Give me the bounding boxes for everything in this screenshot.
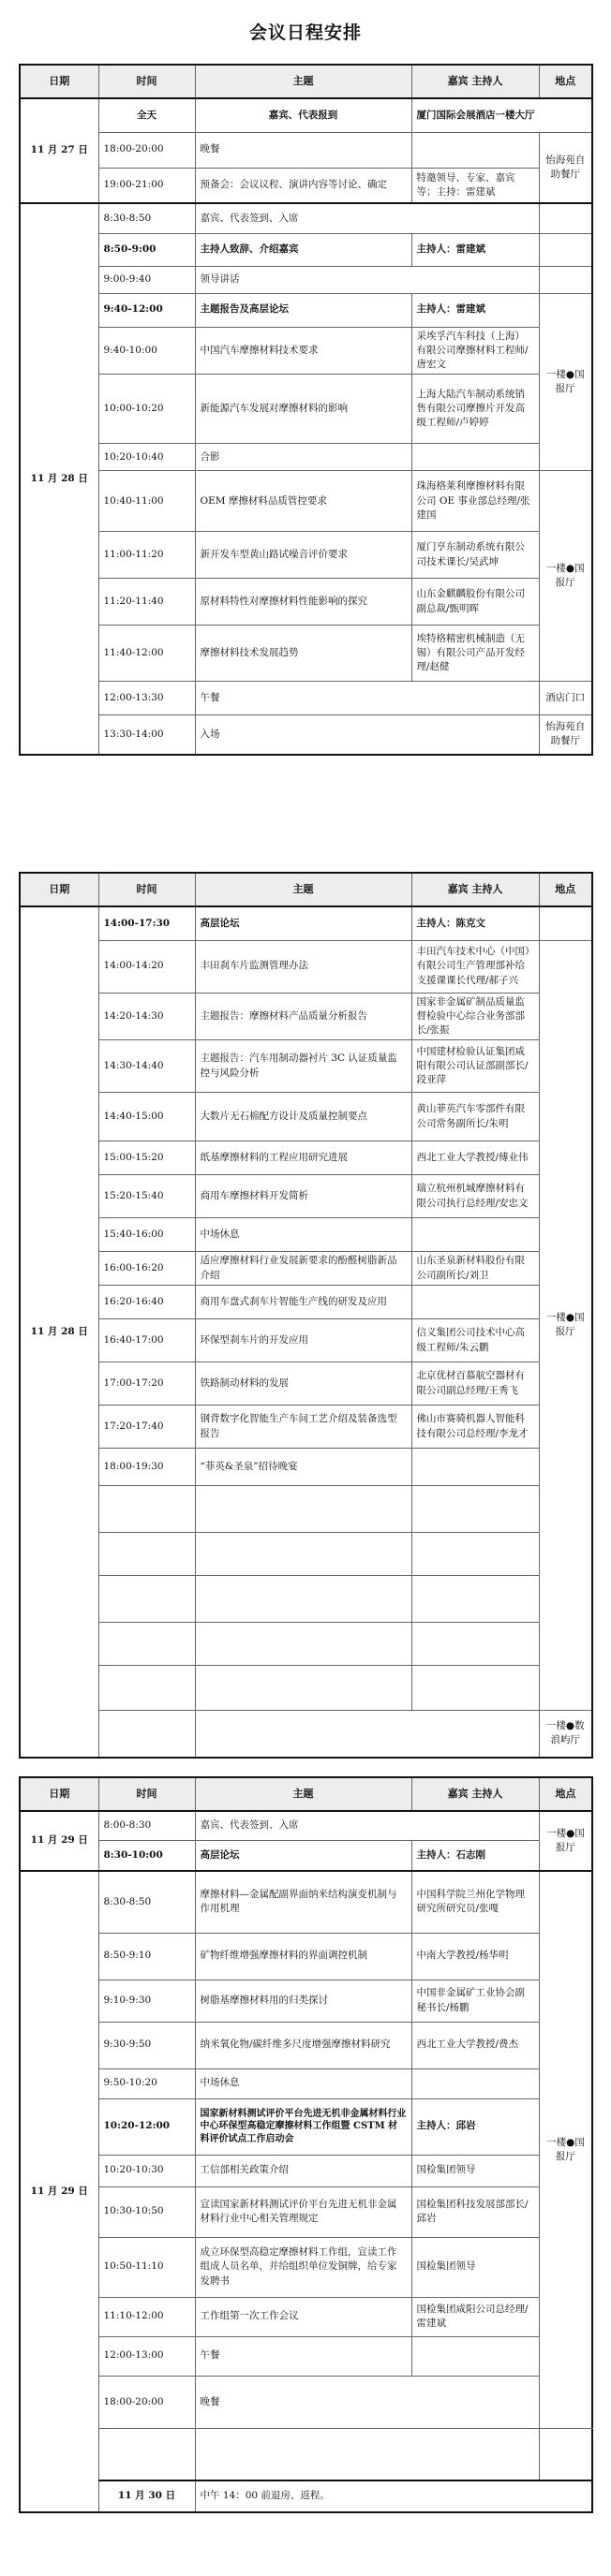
guest-cell <box>411 132 539 168</box>
page-title: 会议日程安排 <box>248 22 362 43</box>
guest-cell: 主持人：雷建斌 <box>411 233 539 266</box>
date-cell: 11 月 30 日 <box>98 2480 195 2512</box>
topic-cell: 原材料特性对摩擦材料性能影响的探究 <box>195 579 411 626</box>
schedule-table-1 <box>19 64 593 756</box>
location-cell: 酒店门口 <box>539 682 592 715</box>
topic-cell: 主题报告：汽车用制动器衬片 3C 认证质量监控与风险分析 <box>195 1040 411 1093</box>
time-cell: 19:00-21:00 <box>98 168 195 203</box>
time-cell: 9:40-12:00 <box>98 293 195 327</box>
location-cell: 一楼●国报厅 <box>539 471 592 682</box>
table-row <box>20 2480 592 2512</box>
location-cell <box>539 203 592 233</box>
topic-cell: 入场 <box>195 715 539 755</box>
time-cell: 14:00-17:30 <box>98 906 195 940</box>
topic-cell: 纳米氧化物/碳纤维多尺度增强摩擦材料研究 <box>195 2022 411 2068</box>
location-cell: 厦门国际会展酒店一楼大厅 <box>411 98 592 132</box>
guest-cell: 采埃孚汽车科技（上海）有限公司摩擦材料工程师/唐宏文 <box>411 327 539 375</box>
guest-cell: 信义集团公司技术中心高级工程师/朱云鹏 <box>411 1319 539 1362</box>
guest-cell: 中国建材检验认证集团咸阳有限公司认证部副部长/段亚萍 <box>411 1040 539 1093</box>
guest-cell: 主持人：雷建斌 <box>411 293 539 327</box>
table-row <box>20 906 592 940</box>
time-cell: 16:40-17:00 <box>98 1319 195 1362</box>
topic-cell: 中场休息 <box>195 2068 411 2098</box>
time-cell: 17:20-17:40 <box>98 1406 195 1449</box>
topic-cell: 午餐 <box>195 682 539 715</box>
topic-cell <box>195 1711 539 1758</box>
table-row <box>20 532 592 579</box>
table-row <box>20 293 592 327</box>
table-row <box>20 2297 592 2336</box>
time-cell <box>98 2429 195 2480</box>
guest-cell <box>411 444 539 471</box>
topic-cell: 高层论坛 <box>195 906 411 940</box>
guest-cell: 主持人：石志刚 <box>411 1840 539 1871</box>
time-cell: 18:00-19:30 <box>98 1449 195 1486</box>
time-cell: 11:40-12:00 <box>98 626 195 682</box>
guest-cell: 山东圣泉新材料股份有限公司副所长/刘卫 <box>411 1252 539 1286</box>
guest-cell: 国检集团咸阳公司总经理/雷建斌 <box>411 2297 539 2336</box>
header-location: 地点 <box>539 65 592 98</box>
topic-cell: 丰田刹车片监测管理办法 <box>195 940 411 993</box>
guest-cell <box>411 1576 539 1623</box>
table-row <box>20 132 592 168</box>
time-cell: 18:00-20:00 <box>98 132 195 168</box>
table-row <box>20 1811 592 1840</box>
topic-cell <box>195 1666 411 1711</box>
guest-cell: 埃特格精密机械制造（无锡）有限公司产品开发经理/赵健 <box>411 626 539 682</box>
date-cell: 11 月 28 日 <box>20 203 98 755</box>
time-cell: 10:40-11:00 <box>98 471 195 532</box>
time-cell: 13:30-14:00 <box>98 715 195 755</box>
guest-cell: 珠海格莱利摩擦材料有限公司 OE 事业部总经理/张建国 <box>411 471 539 532</box>
table-row <box>20 715 592 755</box>
table-row <box>20 375 592 444</box>
date-cell: 11 月 29 日 <box>20 1811 98 1871</box>
guest-cell: 佛山市赛骑机器人智能科技有限公司总经理/李龙才 <box>411 1406 539 1449</box>
topic-cell: 合影 <box>195 444 411 471</box>
topic-cell: 主题报告：摩擦材料产品质量分析报告 <box>195 993 411 1040</box>
time-cell <box>98 1666 195 1711</box>
table-row <box>20 993 592 1040</box>
topic-cell: 成立环保型高稳定摩擦材料工作组，宣读工作组成人员名单，并给组织单位发铜牌，给专家发聘书 <box>195 2237 411 2297</box>
table-row <box>20 471 592 532</box>
topic-cell: 嘉宾、代表签到、入席 <box>195 1811 539 1840</box>
topic-cell: 主持人致辞、介绍嘉宾 <box>195 233 411 266</box>
time-cell: 12:00-13:30 <box>98 682 195 715</box>
table-row <box>20 2022 592 2068</box>
time-cell: 14:40-15:00 <box>98 1093 195 1141</box>
topic-cell <box>195 1576 411 1623</box>
time-cell: 15:40-16:00 <box>98 1218 195 1252</box>
topic-cell: 国家新材料测试评价平台先进无机非金属材料行业中心环保型高稳定摩擦材料工作组暨 CSTM 材料评价试点工作启动会 <box>195 2098 411 2155</box>
header-date: 日期 <box>20 873 98 906</box>
table-row <box>20 1449 592 1486</box>
topic-cell: 晚餐 <box>195 2376 539 2429</box>
time-cell: 15:20-15:40 <box>98 1175 195 1218</box>
guest-cell: 国检集团领导 <box>411 2155 539 2186</box>
topic-cell: 午餐 <box>195 2336 411 2376</box>
time-cell <box>98 1623 195 1666</box>
table-row <box>20 682 592 715</box>
table-row <box>20 2336 592 2376</box>
time-cell: 14:20-14:30 <box>98 993 195 1040</box>
guest-cell: 国检集团领导 <box>411 2237 539 2297</box>
date-cell: 11 月 29 日 <box>20 1871 98 2512</box>
time-cell: 14:30-14:40 <box>98 1040 195 1093</box>
time-cell: 8:30-10:00 <box>98 1840 195 1871</box>
guest-cell: 丰田汽车技术中心（中国）有限公司生产管理部补给支援课课长代理/郝子兴 <box>411 940 539 993</box>
table-row <box>20 1840 592 1871</box>
guest-cell: 特邀领导、专家、嘉宾等；主持：雷建斌 <box>411 168 539 203</box>
table-row <box>20 203 592 233</box>
table-row <box>20 2155 592 2186</box>
time-cell: 8:30-8:50 <box>98 1871 195 1933</box>
table-row <box>20 2237 592 2297</box>
time-cell: 9:40-10:00 <box>98 327 195 375</box>
guest-cell <box>411 1533 539 1576</box>
location-cell <box>539 233 592 266</box>
header-date: 日期 <box>20 1777 98 1811</box>
date-cell: 11 月 27 日 <box>20 98 98 203</box>
topic-cell: 商用车盘式刹车片智能生产线的研发及应用 <box>195 1286 411 1319</box>
header-date: 日期 <box>20 65 98 98</box>
time-cell: 18:00-20:00 <box>98 2376 195 2429</box>
topic-cell: 铁路制动材料的发展 <box>195 1362 411 1406</box>
guest-cell <box>411 1286 539 1319</box>
topic-cell <box>195 2429 539 2480</box>
header-location: 地点 <box>539 1777 592 1811</box>
guest-cell: 厦门亨东制动系统有限公司技术课长/吴武坤 <box>411 532 539 579</box>
time-cell: 14:00-14:20 <box>98 940 195 993</box>
topic-cell: 主题报告及高层论坛 <box>195 293 411 327</box>
time-cell: 9:00-9:40 <box>98 266 195 293</box>
time-cell <box>98 1486 195 1533</box>
time-cell: 11:20-11:40 <box>98 579 195 626</box>
time-cell: 16:20-16:40 <box>98 1286 195 1319</box>
table-row <box>20 1406 592 1449</box>
table-row <box>20 1175 592 1218</box>
topic-cell: 新能源汽车发展对摩擦材料的影响 <box>195 375 411 444</box>
header-location: 地点 <box>539 873 592 906</box>
table-row <box>20 626 592 682</box>
table-row <box>20 444 592 471</box>
header-time: 时间 <box>98 65 195 98</box>
topic-cell: 宣读国家新材料测试评价平台先进无机非金属材料行业中心相关管理规定 <box>195 2186 411 2237</box>
table-row <box>20 1218 592 1252</box>
guest-cell: 国检集团科技发展部部长/邱岩 <box>411 2186 539 2237</box>
topic-cell: 商用车摩擦材料开发简析 <box>195 1175 411 1218</box>
time-cell: 全天 <box>98 98 195 132</box>
schedule-table-2 <box>19 872 593 1759</box>
table-row <box>20 1486 592 1533</box>
table-row <box>20 1666 592 1711</box>
table-row <box>20 1252 592 1286</box>
table-row <box>20 2098 592 2155</box>
guest-cell: 西北工业大学教授/傅业伟 <box>411 1141 539 1175</box>
topic-cell: 摩擦材料技术发展趋势 <box>195 626 411 682</box>
topic-cell: 纸基摩擦材料的工程应用研究进展 <box>195 1141 411 1175</box>
table-row <box>20 1141 592 1175</box>
guest-cell: 山东金麒麟股份有限公司副总裁/甄明晖 <box>411 579 539 626</box>
table-row <box>20 1286 592 1319</box>
topic-cell: 高层论坛 <box>195 1840 411 1871</box>
guest-cell: 主持人：邱岩 <box>411 2098 539 2155</box>
guest-cell <box>411 2068 539 2098</box>
topic-cell: “菲英&圣泉”招待晚宴 <box>195 1449 411 1486</box>
time-cell: 11:10-12:00 <box>98 2297 195 2336</box>
time-cell: 10:30-10:50 <box>98 2186 195 2237</box>
location-cell: 一楼●国报厅 <box>539 1811 592 1871</box>
time-cell: 10:00-10:20 <box>98 375 195 444</box>
time-cell: 8:50-9:10 <box>98 1933 195 1980</box>
guest-cell: 黄山菲英汽车零部件有限公司常务副所长/朱明 <box>411 1093 539 1141</box>
topic-cell: 中午 14：00 前退房、返程。 <box>195 2480 592 2512</box>
table-row <box>20 2376 592 2429</box>
table-row <box>20 1040 592 1093</box>
topic-cell: 晚餐 <box>195 132 411 168</box>
table-row <box>20 1933 592 1980</box>
header-guest-host: 嘉宾 主持人 <box>411 1777 539 1811</box>
time-cell: 9:10-9:30 <box>98 1980 195 2022</box>
schedule-table-3 <box>19 1776 593 2513</box>
topic-cell: 钢背数字化智能生产车间工艺介绍及装备选型报告 <box>195 1406 411 1449</box>
header-time: 时间 <box>98 1777 195 1811</box>
header-guest-host: 嘉宾 主持人 <box>411 873 539 906</box>
table-row <box>20 1576 592 1623</box>
time-cell: 10:20-10:30 <box>98 2155 195 2186</box>
time-cell: 10:50-11:10 <box>98 2237 195 2297</box>
table-row <box>20 1871 592 1933</box>
table-row <box>20 168 592 203</box>
table-row <box>20 2186 592 2237</box>
guest-cell: 国家非金属矿制品质量监督检验中心综合业务部部长/张振 <box>411 993 539 1040</box>
guest-cell: 主持人：陈克文 <box>411 906 539 940</box>
table-row <box>20 940 592 993</box>
topic-cell: 嘉宾、代表报到 <box>195 98 411 132</box>
table-row <box>20 1362 592 1406</box>
location-cell: 一楼●国报厅 <box>539 1871 592 2429</box>
location-cell: 一楼●国报厅 <box>539 293 592 471</box>
table-row <box>20 579 592 626</box>
table-row <box>20 1623 592 1666</box>
time-cell <box>98 1711 195 1758</box>
topic-cell: 矿物纤维增强摩擦材料的界面调控机制 <box>195 1933 411 1980</box>
time-cell <box>98 1576 195 1623</box>
header-guest-host: 嘉宾 主持人 <box>411 65 539 98</box>
table-row <box>20 1711 592 1758</box>
table-header <box>20 65 592 98</box>
guest-cell: 中国非金属矿工业协会副秘书长/杨鹏 <box>411 1980 539 2022</box>
date-cell: 11 月 28 日 <box>20 906 98 1758</box>
location-cell <box>539 906 592 940</box>
time-cell: 12:00-13:00 <box>98 2336 195 2376</box>
time-cell <box>98 1533 195 1576</box>
topic-cell: 环保型刹车片的开发应用 <box>195 1319 411 1362</box>
guest-cell <box>411 1623 539 1666</box>
topic-cell <box>195 1623 411 1666</box>
table-row <box>20 1533 592 1576</box>
location-cell: 怡海苑自助餐厅 <box>539 132 592 203</box>
guest-cell: 中国科学院兰州化学物理研究所研究员/张嘎 <box>411 1871 539 1933</box>
topic-cell: 嘉宾、代表签到、入席 <box>195 203 539 233</box>
table-row <box>20 266 592 293</box>
table-row <box>20 1093 592 1141</box>
table-row <box>20 2429 592 2480</box>
time-cell: 8:00-8:30 <box>98 1811 195 1840</box>
table-row <box>20 1319 592 1362</box>
time-cell: 16:00-16:20 <box>98 1252 195 1286</box>
topic-cell: 摩擦材料—金属配副界面纳米结构演变机制与作用机理 <box>195 1871 411 1933</box>
location-cell: 一楼●国报厅 <box>539 940 592 1711</box>
topic-cell: 预备会：会议议程、演讲内容等讨论、确定 <box>195 168 411 203</box>
guest-cell: 瑞立杭州机城摩擦材料有限公司执行总经理/安忠文 <box>411 1175 539 1218</box>
time-cell: 10:20-10:40 <box>98 444 195 471</box>
time-cell: 15:00-15:20 <box>98 1141 195 1175</box>
table-row <box>20 327 592 375</box>
guest-cell <box>411 1218 539 1252</box>
guest-cell <box>411 1666 539 1711</box>
topic-cell: 工作组第一次工作会议 <box>195 2297 411 2336</box>
topic-cell: 中场休息 <box>195 1218 411 1252</box>
time-cell: 17:00-17:20 <box>98 1362 195 1406</box>
table-row <box>20 233 592 266</box>
time-cell: 9:50-10:20 <box>98 2068 195 2098</box>
header-topic: 主题 <box>195 873 411 906</box>
topic-cell: 领导讲话 <box>195 266 539 293</box>
topic-cell: 新开发车型黄山路试噪音评价要求 <box>195 532 411 579</box>
time-cell: 9:30-9:50 <box>98 2022 195 2068</box>
topic-cell: 工信部相关政策介绍 <box>195 2155 411 2186</box>
time-cell: 11:00-11:20 <box>98 532 195 579</box>
topic-cell: 树脂基摩擦材料用的归类探讨 <box>195 1980 411 2022</box>
table-row <box>20 98 592 132</box>
table-header <box>20 873 592 906</box>
time-cell: 8:50-9:00 <box>98 233 195 266</box>
time-cell: 8:30-8:50 <box>98 203 195 233</box>
location-cell <box>539 266 592 293</box>
topic-cell <box>195 1486 411 1533</box>
header-topic: 主题 <box>195 65 411 98</box>
header-time: 时间 <box>98 873 195 906</box>
header-topic: 主题 <box>195 1777 411 1811</box>
table-row <box>20 2068 592 2098</box>
guest-cell: 西北工业大学教授/费杰 <box>411 2022 539 2068</box>
guest-cell: 中南大学教授/杨华明 <box>411 1933 539 1980</box>
guest-cell: 北京优材百慕航空器材有限公司副总经理/王秀飞 <box>411 1362 539 1406</box>
guest-cell <box>411 2336 539 2376</box>
guest-cell <box>411 1486 539 1533</box>
topic-cell: OEM 摩擦材料品质管控要求 <box>195 471 411 532</box>
topic-cell <box>195 1533 411 1576</box>
location-cell: 一楼●数浪屿厅 <box>539 1711 592 1758</box>
time-cell: 10:20-12:00 <box>98 2098 195 2155</box>
topic-cell: 中国汽车摩擦材料技术要求 <box>195 327 411 375</box>
location-cell: 怡海苑自助餐厅 <box>539 715 592 755</box>
topic-cell: 大数片无石棉配方设计及质量控制要点 <box>195 1093 411 1141</box>
guest-cell <box>411 1449 539 1486</box>
topic-cell: 适应摩擦材料行业发展新要求的酚醛树脂新品介绍 <box>195 1252 411 1286</box>
table-header <box>20 1777 592 1811</box>
table-row <box>20 1980 592 2022</box>
guest-cell: 上海大陆汽车制动系统销售有限公司摩擦片开发高级工程师/卢婷婷 <box>411 375 539 444</box>
